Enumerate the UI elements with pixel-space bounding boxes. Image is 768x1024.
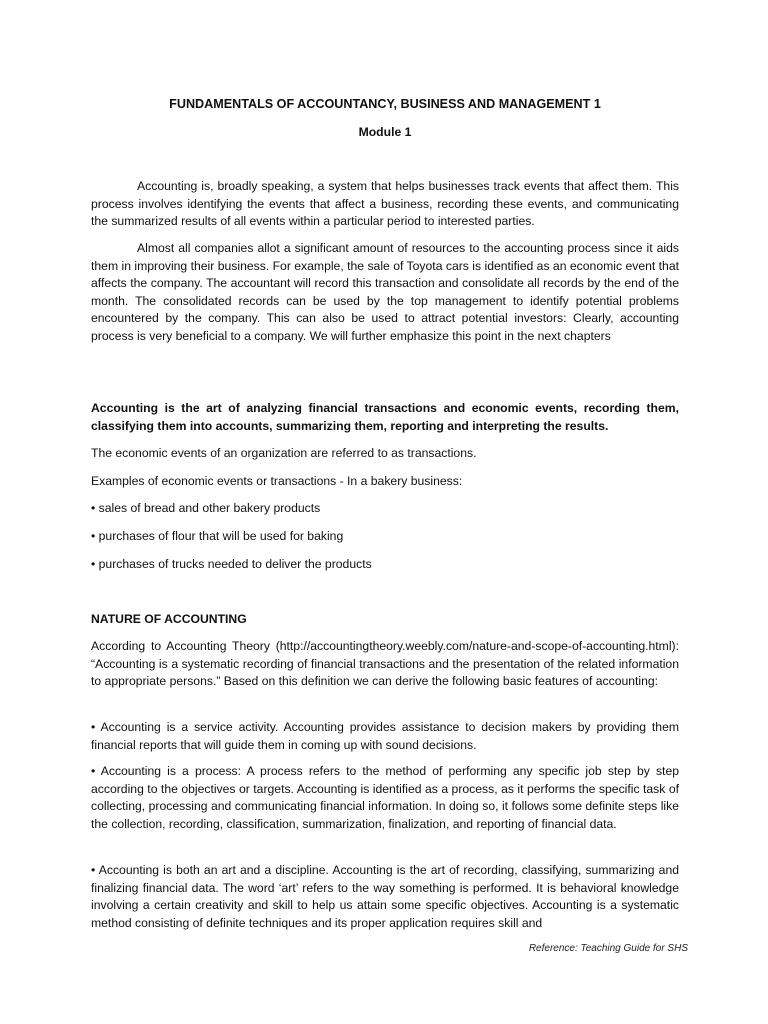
intro-paragraph-2: Almost all companies allot a significant amount of resources to the accounting process since it aids them in improving their business. For example, the sale of Toyota cars is identified as an economic event that affects the company. The accountant will record this transaction and consolidate all records by the end of the month. The consolidated records can be used by the top management to identify potential problems encountered by the company. This can also be used to attract potential investors: Clearly, accounting process is very beneficial to a company. We will further emphasize this point in the next chapters [91,241,679,343]
example-item: • sales of bread and other bakery products [91,501,321,515]
examples-intro: Examples of economic events or transactions - In a bakery business: [91,474,463,488]
nature-intro-paragraph: According to Accounting Theory (http://accountingtheory.weebly.com/nature-and-scope-of-accounting.html): “Accounting is a systematic recording of financial transactions and the presentation of the related information to appropriate persons.” Based on this definition we can derive the following basic features of accounting: [91,639,679,689]
section-heading-nature: NATURE OF ACCOUNTING [91,612,247,626]
feature-process: • Accounting is a process: A process refers to the method of performing any specific job step by step according to the objectives or targets. Accounting is identified as a process, as it performs the specific task of collecting, processing and communicating financial information. In doing so, it follows some definite steps like the collection, recording, classification, summarization, finalization, and reporting of financial data. [91,764,679,831]
example-item: • purchases of flour that will be used for baking [91,529,344,543]
accounting-definition: Accounting is the art of analyzing financial transactions and economic events, recording them, classifying them into accounts, summarizing them, reporting and interpreting the results. [91,401,679,433]
reference-footer: Reference: Teaching Guide for SHS [528,943,688,954]
intro-paragraph-1: Accounting is, broadly speaking, a system that helps businesses track events that affect them. This process involves identifying the events that affect a business, recording these events, and communicating the summarized results of all events within a particular period to interested parties. [91,179,679,229]
feature-service-activity: • Accounting is a service activity. Accounting provides assistance to decision makers by providing them financial reports that will guide them in coming up with sound decisions. [91,720,679,752]
feature-art-discipline: • Accounting is both an art and a discipline. Accounting is the art of recording, classifying, summarizing and finalizing financial data. The word ‘art’ refers to the way something is performed. It is behavioral knowledge involving a certain creativity and skill to help us attain some specific objectives. Accounting is a systematic method consisting of definite techniques and its proper application requires skill and [91,863,679,930]
module-label: Module 1 [358,125,412,139]
example-item: • purchases of trucks needed to deliver the products [91,557,372,571]
transactions-sentence: The economic events of an organization are referred to as transactions. [91,446,477,460]
document-title: FUNDAMENTALS OF ACCOUNTANCY, BUSINESS AND MANAGEMENT 1 [169,97,601,111]
